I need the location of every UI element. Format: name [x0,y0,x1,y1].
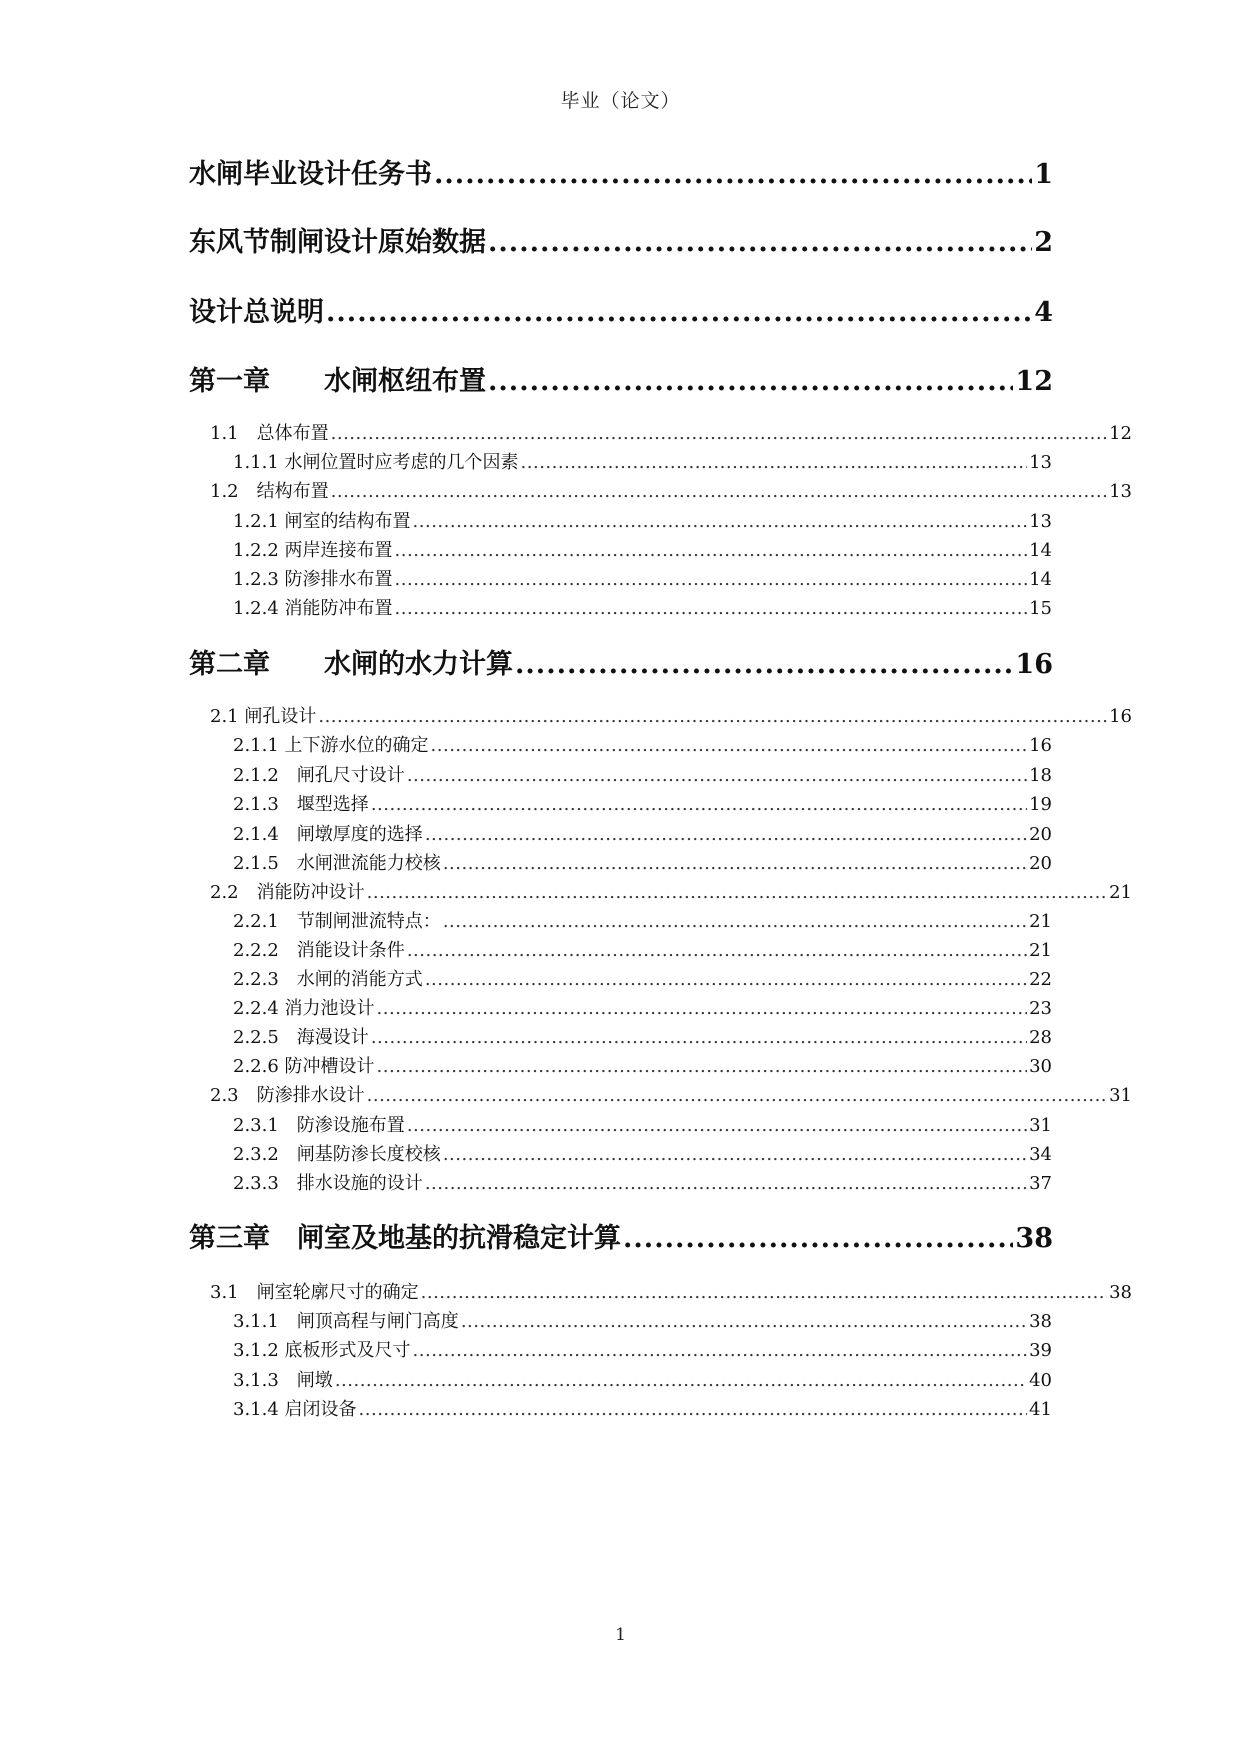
toc-section-entry[interactable] [233,994,1052,1020]
toc-entry-page-number: 4 [1034,297,1053,328]
toc-entry-title: 3.1.3 闸墩 [233,1370,333,1391]
toc-section-entry[interactable] [210,419,1132,445]
toc-entry-title: 1.2.3 防渗排水布置 [233,569,393,590]
toc-entry-page-number: 13 [1029,511,1052,532]
toc-dot-leader [377,998,1028,1019]
toc-dot-leader [407,940,1027,961]
toc-entry-title: 1.1.1 水闸位置时应考虑的几个因素 [233,452,519,473]
toc-entry-title: 东风节制闸设计原始数据 [189,227,486,258]
toc-entry-page-number: 15 [1029,598,1052,619]
toc-entry-page-number: 2 [1034,227,1053,258]
toc-dot-leader [331,423,1107,444]
toc-chapter-entry[interactable] [189,152,1053,192]
toc-dot-leader [425,1173,1027,1194]
toc-entry-page-number: 21 [1029,940,1052,961]
toc-entry-page-number: 12 [1015,366,1053,397]
toc-section-entry[interactable] [233,790,1052,816]
toc-entry-page-number: 28 [1029,1027,1052,1048]
toc-entry-title: 3.1.4 启闭设备 [233,1399,357,1420]
toc-entry-title: 1.2.2 两岸连接布置 [233,540,393,561]
toc-chapter-entry[interactable] [189,220,1053,260]
toc-dot-leader [515,649,1013,680]
toc-entry-page-number: 30 [1029,1056,1052,1077]
toc-dot-leader [395,569,1028,590]
toc-section-entry[interactable] [233,536,1052,562]
toc-dot-leader [488,227,1032,258]
toc-entry-page-number: 20 [1029,853,1052,874]
toc-entry-title: 2.3.2 闸基防渗长度校核 [233,1144,441,1165]
toc-section-entry[interactable] [233,820,1052,846]
toc-entry-title: 3.1 闸室轮廓尺寸的确定 [210,1282,419,1303]
toc-section-entry[interactable] [233,1395,1052,1421]
toc-entry-title: 2.1.1 上下游水位的确定 [233,735,429,756]
toc-entry-page-number: 16 [1109,706,1132,727]
toc-entry-page-number: 38 [1109,1282,1132,1303]
toc-dot-leader [425,824,1027,845]
toc-entry-page-number: 13 [1029,452,1052,473]
toc-entry-page-number: 21 [1109,882,1132,903]
toc-entry-title: 2.3.1 防渗设施布置 [233,1115,405,1136]
toc-dot-leader [377,1056,1028,1077]
toc-section-entry[interactable] [233,565,1052,591]
toc-entry-title: 2.2.6 防冲槽设计 [233,1056,375,1077]
toc-dot-leader [623,1223,1013,1254]
toc-entry-page-number: 1 [1034,159,1053,190]
toc-entry-title: 2.2.5 海漫设计 [233,1027,369,1048]
toc-section-entry[interactable] [233,1366,1052,1392]
toc-dot-leader [326,297,1032,328]
toc-chapter-entry[interactable] [189,359,1053,399]
toc-section-entry[interactable] [210,1081,1132,1107]
page-number: 1 [615,1625,626,1645]
toc-entry-page-number: 22 [1029,969,1052,990]
toc-chapter-entry[interactable] [189,642,1053,682]
toc-entry-page-number: 12 [1109,423,1132,444]
toc-dot-leader [434,159,1032,190]
toc-entry-title: 第三章 闸室及地基的抗滑稳定计算 [189,1223,621,1254]
toc-dot-leader [461,1311,1027,1332]
toc-entry-title: 设计总说明 [189,297,324,328]
toc-chapter-entry[interactable] [189,290,1053,330]
toc-dot-leader [521,452,1028,473]
toc-section-entry[interactable] [210,702,1132,728]
toc-entry-page-number: 20 [1029,824,1052,845]
toc-section-entry[interactable] [233,448,1052,474]
toc-dot-leader [413,1340,1028,1361]
toc-dot-leader [395,540,1028,561]
toc-section-entry[interactable] [233,965,1052,991]
toc-entry-title: 水闸毕业设计任务书 [189,159,432,190]
toc-entry-page-number: 14 [1029,540,1052,561]
toc-section-entry[interactable] [233,1023,1052,1049]
page-header: 毕业（论文） [560,90,681,112]
toc-dot-leader [443,911,1027,932]
toc-entry-title: 2.2.4 消力池设计 [233,998,375,1019]
toc-entry-title: 2.1 闸孔设计 [210,706,317,727]
toc-section-entry[interactable] [233,1111,1052,1137]
toc-section-entry[interactable] [210,878,1132,904]
toc-section-entry[interactable] [233,761,1052,787]
toc-entry-title: 2.2.2 消能设计条件 [233,940,405,961]
toc-section-entry[interactable] [233,849,1052,875]
toc-entry-title: 1.1 总体布置 [210,423,329,444]
toc-entry-page-number: 13 [1109,481,1132,502]
toc-dot-leader [488,366,1013,397]
toc-entry-page-number: 38 [1029,1311,1052,1332]
toc-entry-title: 3.1.1 闸顶高程与闸门高度 [233,1311,459,1332]
toc-dot-leader [331,481,1107,502]
toc-dot-leader [425,969,1027,990]
toc-section-entry[interactable] [233,594,1052,620]
toc-entry-title: 1.2 结构布置 [210,481,329,502]
toc-entry-page-number: 23 [1029,998,1052,1019]
toc-dot-leader [367,1085,1107,1106]
toc-dot-leader [407,765,1027,786]
toc-entry-title: 第二章 水闸的水力计算 [189,649,513,680]
toc-dot-leader [359,1399,1028,1420]
toc-entry-page-number: 18 [1029,765,1052,786]
toc-dot-leader [443,1144,1027,1165]
toc-entry-title: 1.2.4 消能防冲布置 [233,598,393,619]
toc-entry-title: 1.2.1 闸室的结构布置 [233,511,411,532]
toc-entry-page-number: 34 [1029,1144,1052,1165]
toc-dot-leader [371,1027,1027,1048]
toc-entry-title: 2.1.4 闸墩厚度的选择 [233,824,423,845]
toc-entry-title: 第一章 水闸枢纽布置 [189,366,486,397]
toc-entry-title: 2.1.5 水闸泄流能力校核 [233,853,441,874]
toc-entry-title: 3.1.2 底板形式及尺寸 [233,1340,411,1361]
toc-dot-leader [371,794,1027,815]
toc-entry-page-number: 39 [1029,1340,1052,1361]
toc-entry-title: 2.1.2 闸孔尺寸设计 [233,765,405,786]
toc-section-entry[interactable] [233,1336,1052,1362]
toc-entry-page-number: 38 [1015,1223,1053,1254]
toc-entry-title: 2.2.3 水闸的消能方式 [233,969,423,990]
toc-dot-leader [318,706,1107,727]
toc-chapter-entry[interactable] [189,1216,1053,1256]
toc-entry-page-number: 40 [1029,1370,1052,1391]
toc-section-entry[interactable] [233,731,1052,757]
toc-dot-leader [413,511,1028,532]
toc-section-entry[interactable] [233,1169,1052,1195]
toc-entry-page-number: 16 [1015,649,1053,680]
toc-section-entry[interactable] [233,907,1052,933]
toc-entry-page-number: 16 [1029,735,1052,756]
toc-entry-page-number: 14 [1029,569,1052,590]
toc-entry-title: 2.3.3 排水设施的设计 [233,1173,423,1194]
toc-dot-leader [431,735,1028,756]
toc-entry-title: 2.2 消能防冲设计 [210,882,365,903]
toc-entry-page-number: 41 [1029,1399,1052,1420]
toc-section-entry[interactable] [233,1307,1052,1333]
toc-section-entry[interactable] [233,936,1052,962]
toc-entry-page-number: 21 [1029,911,1052,932]
toc-section-entry[interactable] [210,1278,1132,1304]
toc-dot-leader [407,1115,1027,1136]
toc-entry-page-number: 19 [1029,794,1052,815]
toc-section-entry[interactable] [233,1140,1052,1166]
toc-dot-leader [335,1370,1027,1391]
toc-dot-leader [367,882,1107,903]
toc-dot-leader [395,598,1028,619]
toc-entry-page-number: 37 [1029,1173,1052,1194]
toc-section-entry[interactable] [233,507,1052,533]
toc-entry-page-number: 31 [1109,1085,1132,1106]
toc-section-entry[interactable] [233,1052,1052,1078]
toc-entry-title: 2.1.3 堰型选择 [233,794,369,815]
toc-dot-leader [443,853,1027,874]
toc-entry-title: 2.3 防渗排水设计 [210,1085,365,1106]
toc-section-entry[interactable] [210,477,1132,503]
toc-entry-title: 2.2.1 节制闸泄流特点： [233,911,441,932]
toc-entry-page-number: 31 [1029,1115,1052,1136]
toc-dot-leader [421,1282,1107,1303]
